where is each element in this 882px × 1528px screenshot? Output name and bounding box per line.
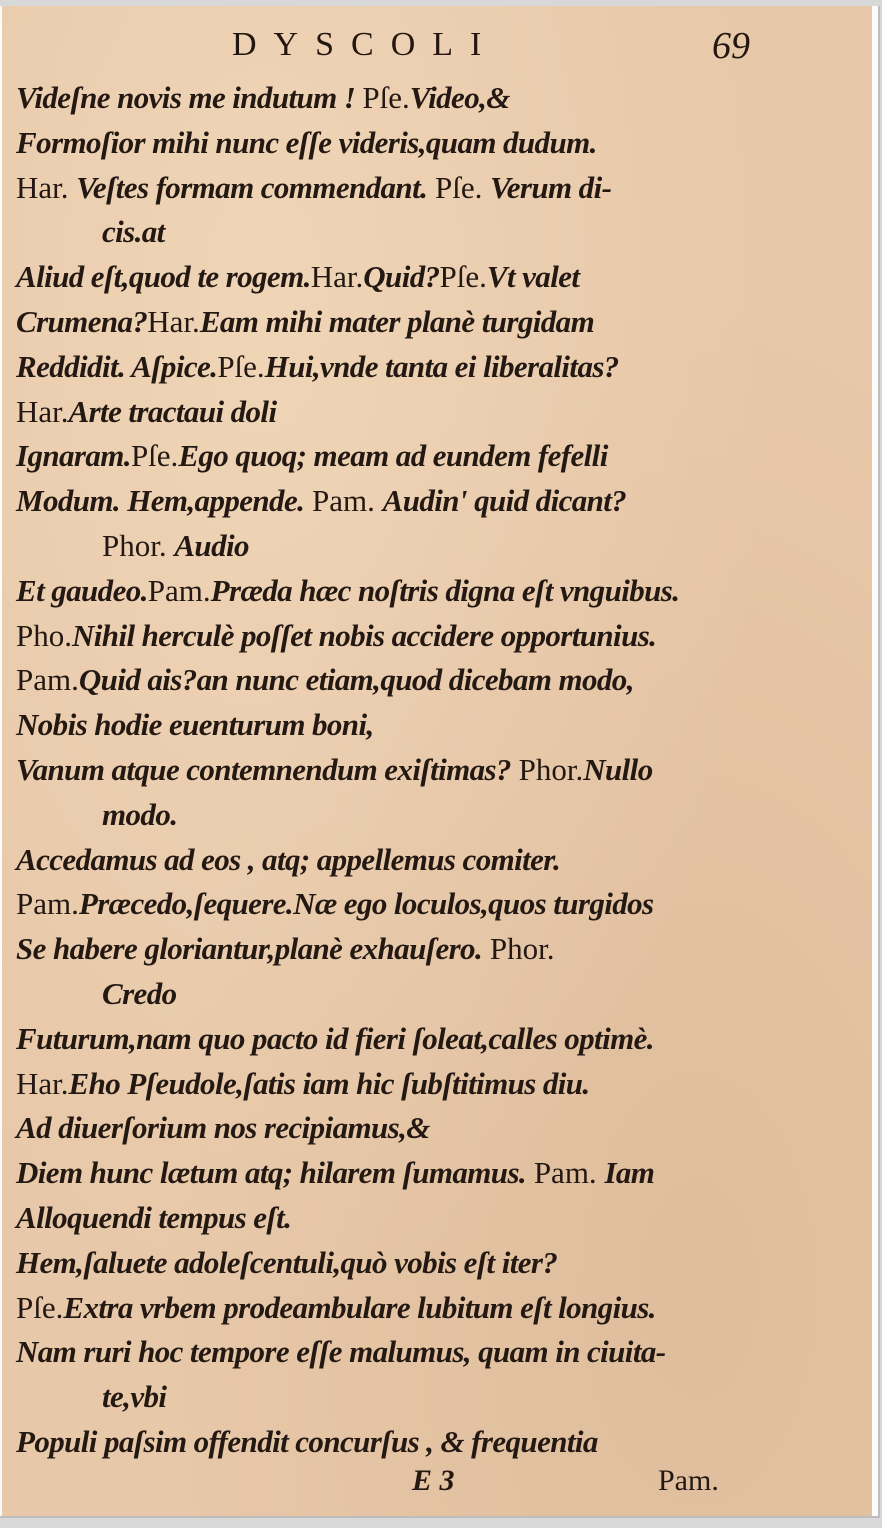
- running-title: DYSCOLI: [232, 26, 499, 63]
- text-line: [2, 434, 872, 479]
- italic-text: Futurum,nam quo pacto id fieri ſoleat,calles optimè.: [16, 1020, 654, 1056]
- text-line: [2, 390, 872, 435]
- italic-text: Extra vrbem prodeambulare lubitum eſt longius.: [63, 1289, 656, 1325]
- italic-text: Audin' quid dicant?: [382, 483, 627, 519]
- signature-mark: E 3: [412, 1464, 455, 1497]
- italic-text: Iam: [604, 1155, 655, 1191]
- speaker-text: Pſe.: [439, 259, 487, 295]
- italic-text: Nobis hodie euenturum boni,: [16, 707, 374, 743]
- text-line: [2, 838, 872, 883]
- speaker-text: Phor.: [510, 751, 584, 787]
- catchword: Pam.: [658, 1464, 719, 1497]
- text-line: [2, 210, 872, 255]
- text-line: [2, 1241, 872, 1286]
- speaker-text: Pſe.: [427, 169, 491, 205]
- italic-text: Ignaram.: [16, 438, 131, 474]
- italic-text: Ego quoq; meam ad eundem fefelli: [178, 438, 608, 474]
- text-line: [2, 614, 872, 659]
- italic-text: Vt valet: [486, 259, 580, 295]
- italic-text: Aliud eſt,quod te rogem.: [16, 259, 311, 295]
- text-line: [2, 1196, 872, 1241]
- italic-text: Et gaudeo.: [16, 572, 148, 608]
- text-line: [2, 1151, 872, 1196]
- italic-text: Arte tractaui doli: [68, 393, 277, 429]
- italic-text: Hem,ſaluete adoleſcentuli,quò vobis eſt iter?: [16, 1244, 558, 1280]
- italic-text: Vanum atque contemnendum exiſtimas?: [16, 751, 511, 787]
- speaker-text: Har.: [147, 303, 200, 339]
- speaker-text: Pam.: [147, 572, 211, 608]
- speaker-text: Pam.: [526, 1155, 605, 1191]
- text-line: [2, 1017, 872, 1062]
- text-line: [2, 703, 872, 748]
- text-line: [2, 1286, 872, 1331]
- speaker-text: Pho.: [16, 617, 72, 653]
- text-line: [2, 121, 872, 166]
- page-footer: [2, 1464, 872, 1512]
- text-line: [2, 479, 872, 524]
- italic-text: Eho Pſeudole,ſatis iam hic ſubſtitimus diu.: [68, 1065, 590, 1101]
- text-line: [2, 300, 872, 345]
- text-line: [2, 658, 872, 703]
- italic-text: Ad diuerſorium nos recipiamus,&: [16, 1110, 430, 1146]
- speaker-text: Pam.: [304, 483, 383, 519]
- speaker-text: Pſe.: [362, 80, 410, 115]
- text-line: [2, 882, 872, 927]
- speaker-text: Har.: [310, 259, 364, 295]
- italic-text: Nihil herculè poſſet nobis accidere opportunius.: [72, 617, 657, 653]
- speaker-text: Phor.: [102, 527, 175, 563]
- speaker-text: Har.: [16, 393, 69, 429]
- italic-text: modo.: [102, 796, 178, 832]
- italic-text: Credo: [102, 975, 177, 1011]
- speaker-text: Pſe.: [217, 348, 265, 384]
- text-line: [2, 927, 872, 972]
- italic-text: Crumena?: [16, 303, 148, 339]
- italic-text: Hui,vnde tanta ei liberalitas?: [264, 348, 619, 384]
- italic-text: Nullo: [583, 751, 653, 787]
- speaker-text: Pſe.: [16, 1289, 64, 1325]
- speaker-text: Har.: [16, 1065, 69, 1101]
- text-line: [2, 166, 872, 211]
- italic-text: Eam mihi mater planè turgidam: [199, 303, 595, 339]
- text-line: [2, 1375, 872, 1420]
- italic-text: Se habere gloriantur,planè exhauſero.: [16, 931, 483, 967]
- text-line: [2, 76, 872, 121]
- italic-text: Reddidit. Aſpice.: [16, 348, 218, 384]
- text-line: [2, 524, 872, 569]
- speaker-text: Har.: [16, 169, 77, 205]
- italic-text: Diem hunc lætum atq; hilarem ſumamus.: [16, 1155, 527, 1191]
- speaker-text: Pſe.: [130, 438, 179, 474]
- speaker-text: Pam.: [16, 662, 79, 698]
- italic-text: Quid ais?an nunc etiam,quod dicebam modo,: [78, 662, 634, 698]
- page-number: 69: [712, 25, 750, 67]
- italic-text: Quid?: [363, 259, 440, 295]
- italic-text: Nam ruri hoc tempore eſſe malumus, quam in ciuita-: [16, 1334, 666, 1370]
- italic-text: Modum. Hem,appende.: [16, 483, 305, 519]
- text-line: [2, 972, 872, 1017]
- italic-text: te,vbi: [102, 1379, 167, 1415]
- text-block: [2, 76, 872, 1465]
- text-line: [2, 1106, 872, 1151]
- text-line: [2, 793, 872, 838]
- italic-text: Accedamus ad eos , atq; appellemus comiter.: [16, 841, 561, 877]
- italic-text: Præda hæc noſtris digna eſt vnguibus.: [210, 572, 680, 608]
- running-head: [2, 20, 872, 72]
- italic-text: Veſtes formam commendant.: [76, 169, 428, 205]
- book-page: [2, 6, 872, 1516]
- speaker-text: Pam.: [16, 886, 79, 922]
- scan-frame: [0, 6, 880, 1518]
- italic-text: Præcedo,ſequere.Næ ego loculos,quos turgidos: [78, 886, 654, 922]
- text-line: [2, 1062, 872, 1107]
- text-line: [2, 748, 872, 793]
- italic-text: Verum di-: [490, 169, 612, 205]
- text-line: [2, 569, 872, 614]
- speaker-text: Phor.: [482, 931, 555, 967]
- text-line: [2, 255, 872, 300]
- italic-text: Populi paſsim offendit concurſus , & frequentia: [16, 1423, 598, 1459]
- italic-text: Formoſior mihi nunc eſſe videris,quam dudum.: [16, 124, 597, 160]
- italic-text: Alloquendi tempus eſt.: [16, 1199, 292, 1235]
- italic-text: Videſne novis me indutum !: [16, 80, 363, 115]
- text-line: [2, 345, 872, 390]
- italic-text: Video,&: [409, 80, 510, 115]
- text-line: [2, 1330, 872, 1375]
- text-line: [2, 1420, 872, 1465]
- italic-text: Audio: [174, 527, 249, 563]
- italic-text: cis.at: [102, 214, 165, 250]
